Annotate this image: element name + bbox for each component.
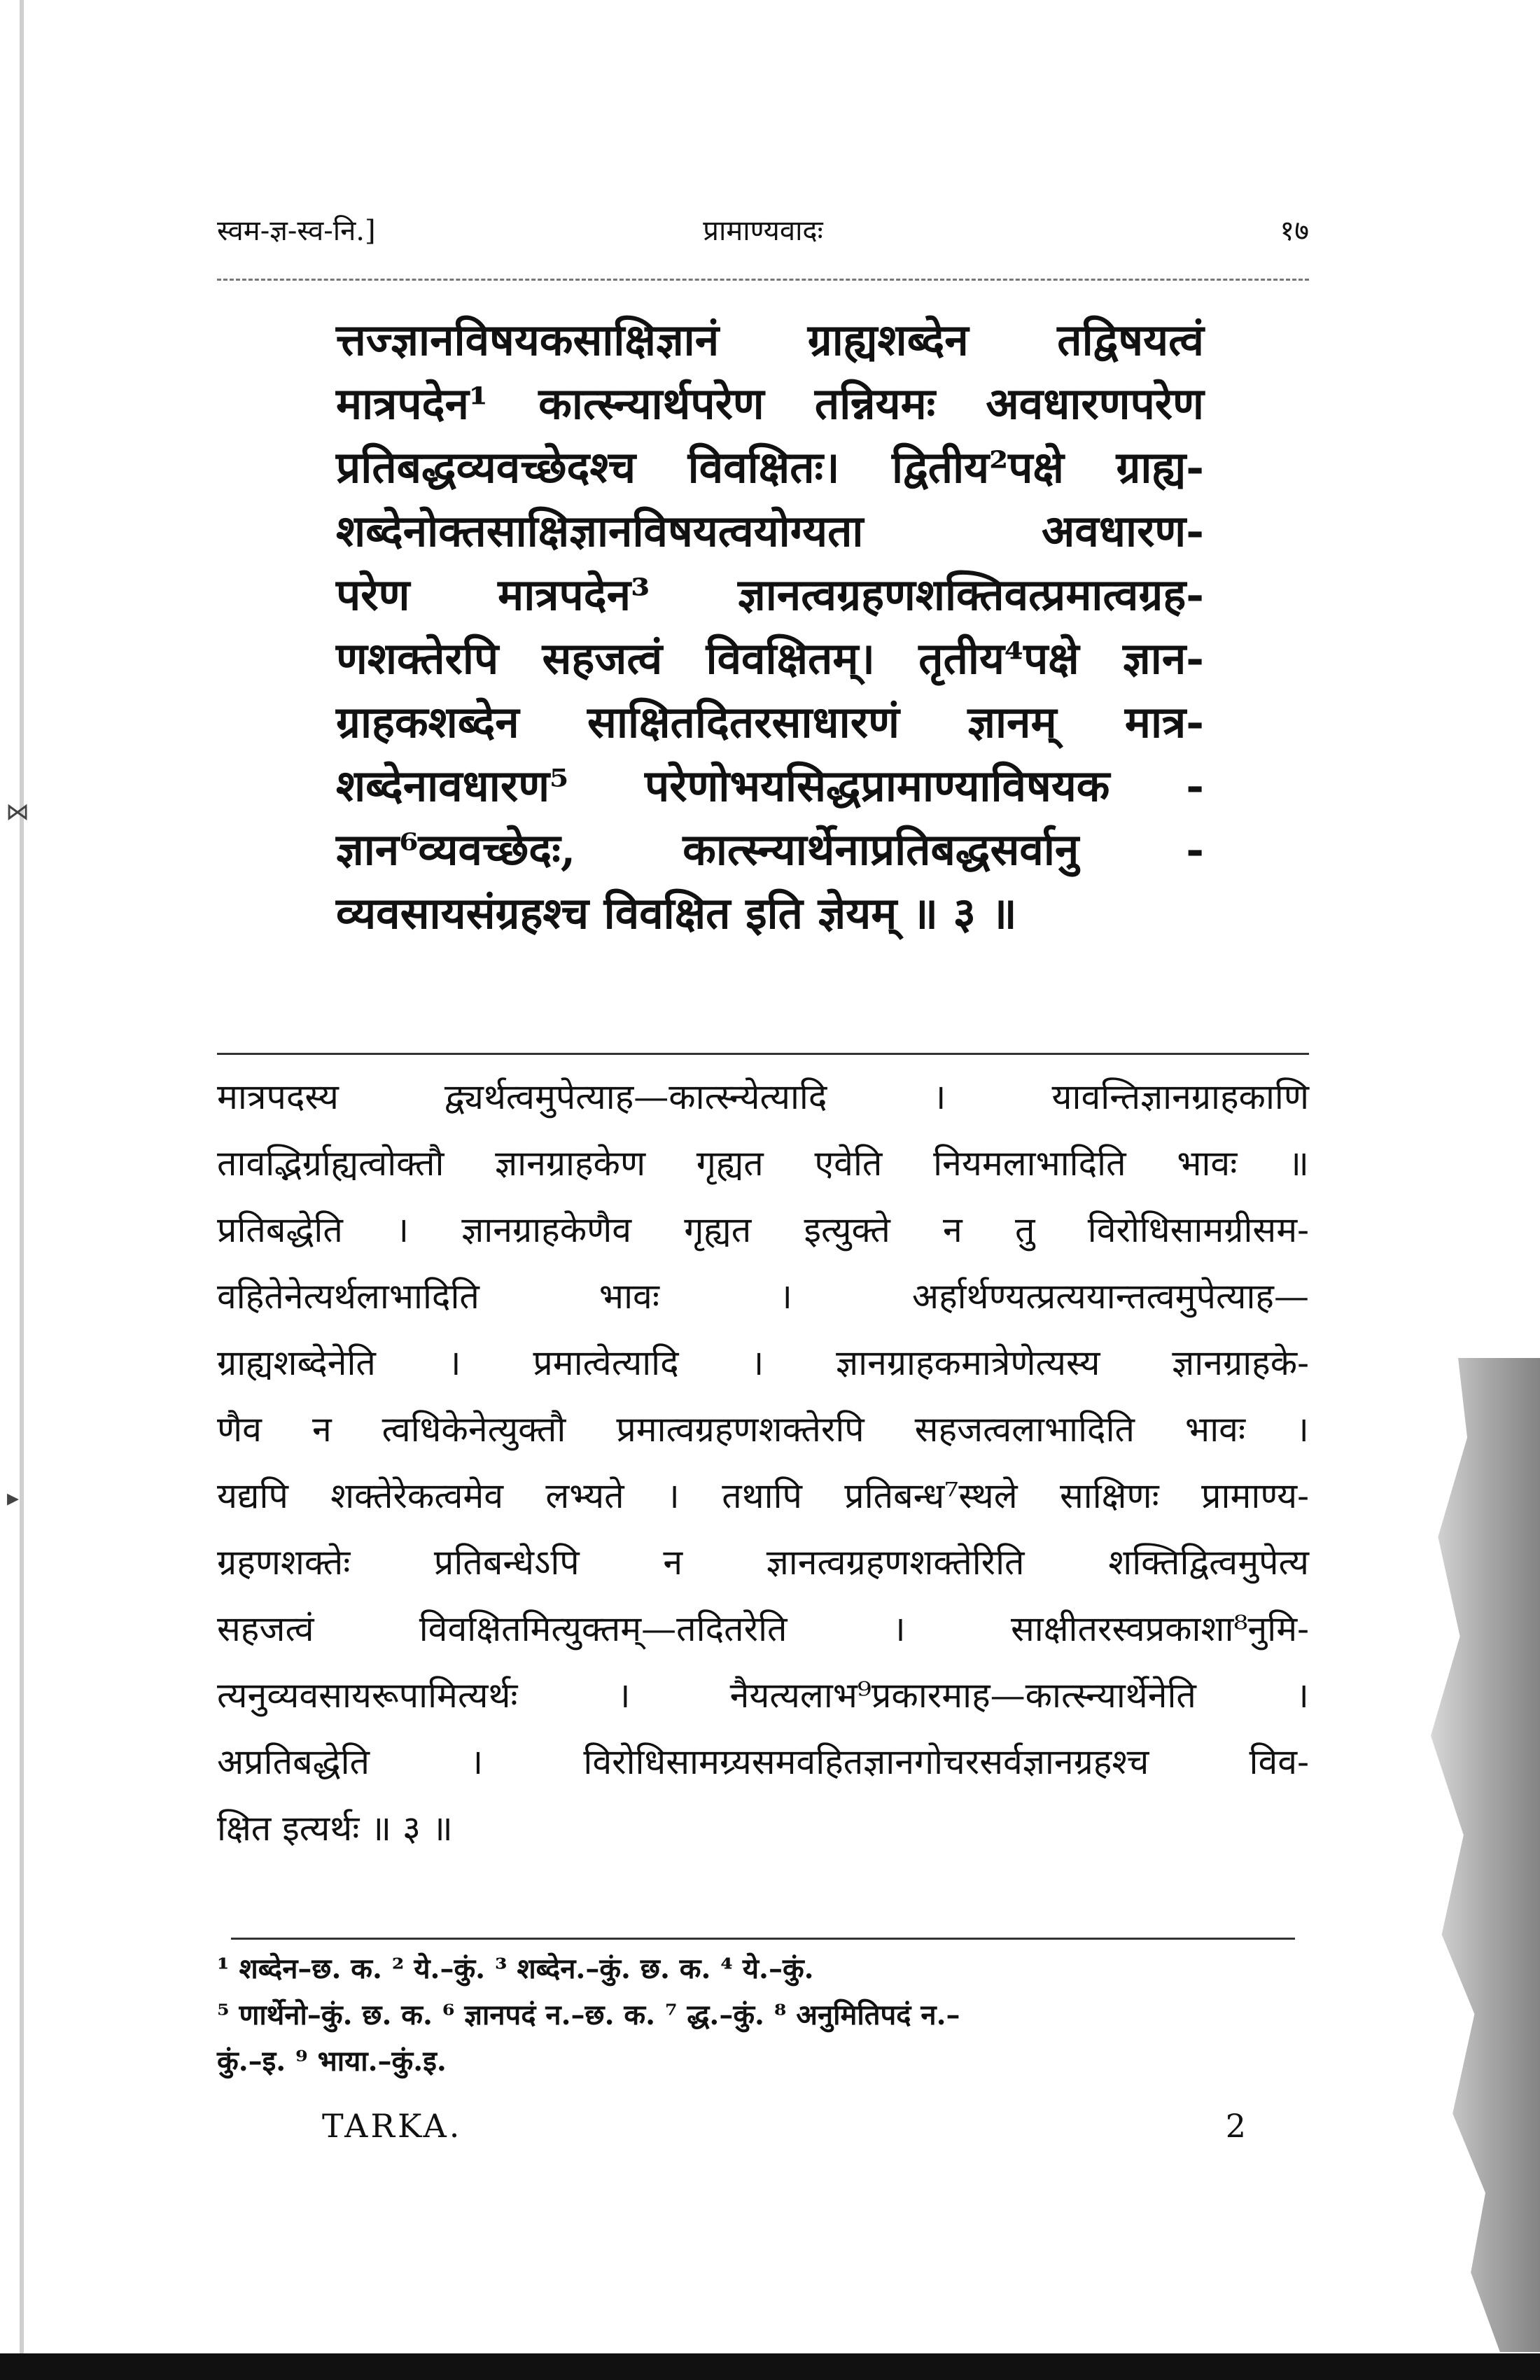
margin-arrow-icon: ▸ xyxy=(7,1484,20,1512)
commentary-line: प्रतिबद्धेति । ज्ञानग्राहकेणैव गृह्यत इत्युक्ते न तु विरोधिसामग्रीसम- xyxy=(217,1210,1309,1250)
running-header xyxy=(217,210,1309,252)
main-text-line: ज्ञान⁶व्यवच्छेदः, कात्स्न्यार्थेनाप्रतिबद्धसर्वानु - xyxy=(336,824,1204,875)
scan-bottom-band xyxy=(0,2353,1540,2380)
torn-page-edge xyxy=(1358,1358,1540,2352)
main-text-line: व्यवसायसंग्रहश्च विवक्षित इति ज्ञेयम् ॥ ३ ॥ xyxy=(336,888,1017,939)
commentary-line: णैव न त्वधिकेनेत्युक्तौ प्रमात्वग्रहणशक्तेरपि सहजत्वलाभादिति भावः । xyxy=(217,1409,1309,1450)
header-divider xyxy=(217,279,1309,281)
footnotes-block xyxy=(217,1946,1309,2085)
page-left-edge xyxy=(20,0,24,2380)
main-text-line: त्तज्ज्ञानविषयकसाक्षिज्ञानं ग्राह्यशब्देन तद्विषयत्वं xyxy=(336,314,1204,365)
sheet-number: 2 xyxy=(1225,2107,1246,2145)
footnote-line: ⁵ णार्थेनो–कुं. छ. क. ⁶ ज्ञानपदं न.–छ. क. ⁷ द्ध.–कुं. ⁸ अनुमितिपदं न.– xyxy=(217,1998,960,2031)
commentary-line: त्यनुव्यवसायरूपामित्यर्थः । नैयत्यलाभ⁹प्रकारमाह—कात्स्न्यार्थेनेति । xyxy=(217,1675,1309,1716)
commentary-line: यद्यपि शक्तेरेकत्वमेव लभ्यते । तथापि प्रतिबन्ध⁷स्थले साक्षिणः प्रामाण्य- xyxy=(217,1476,1309,1516)
commentary-block xyxy=(217,1064,1309,1862)
header-title: प्रामाण्यवादः xyxy=(703,215,823,247)
commentary-line: ग्राह्यशब्देनेति । प्रमात्वेत्यादि । ज्ञानग्राहकमात्रेणेत्यस्य ज्ञानग्राहके- xyxy=(217,1343,1309,1383)
main-text-line: णशक्तेरपि सहजत्वं विवक्षितम्। तृतीय⁴पक्षे ज्ञान- xyxy=(336,633,1204,684)
signature-mark: TARKA. xyxy=(322,2107,463,2145)
main-text-line: मात्रपदेन¹ कात्स्न्यार्थपरेण तन्नियमः अवधारणपरेण xyxy=(336,378,1204,429)
footnote-line: ¹ शब्देन–छ. क. ² ये.–कुं. ³ शब्देन.–कुं. छ. क. ⁴ ये.–कुं. xyxy=(217,1952,814,1985)
main-text-line: परेण मात्रपदेन³ ज्ञानत्वग्रहणशक्तिवत्प्रमात्वग्रह- xyxy=(336,569,1204,620)
footnote-line: कुं.–इ. ⁹ भाया.–कुं.इ. xyxy=(217,2045,447,2078)
main-text-line: शब्देनोक्तसाक्षिज्ञानविषयत्वयोग्यता अवधारण- xyxy=(336,505,1204,556)
commentary-line: अप्रतिबद्धेति । विरोधिसामग्र्यसमवहितज्ञानगोचरसर्वज्ञानग्रहश्च विव- xyxy=(217,1742,1309,1782)
main-text-line: शब्देनावधारण⁵ परेणोभयसिद्धप्रामाण्याविषयक - xyxy=(336,760,1204,811)
commentary-line: तावद्भिर्ग्राह्यत्वोक्तौ ज्ञानग्राहकेण गृह्यत एवेति नियमलाभादिति भावः ॥ xyxy=(217,1143,1309,1184)
page-footer xyxy=(322,2107,1246,2156)
margin-mark-icon: ⋈ xyxy=(6,798,29,826)
commentary-line: क्षित इत्यर्थः ॥ ३ ॥ xyxy=(217,1808,453,1849)
main-text-block xyxy=(336,308,1204,945)
main-text-line: प्रतिबद्धव्यवच्छेदश्च विवक्षितः। द्वितीय²पक्षे ग्राह्य- xyxy=(336,442,1204,493)
commentary-line: सहजत्वं विवक्षितमित्युक्तम्—तदितरेति । साक्षीतरस्वप्रकाशा⁸नुमि- xyxy=(217,1609,1309,1649)
footnote-divider xyxy=(231,1938,1295,1940)
header-page-number: १७ xyxy=(1280,215,1309,247)
commentary-divider xyxy=(217,1053,1309,1055)
commentary-line: मात्रपदस्य द्व्यर्थत्वमुपेत्याह—कात्स्न्येत्यादि । यावन्तिज्ञानग्राहकाणि xyxy=(217,1077,1309,1117)
main-text-line: ग्राहकशब्देन साक्षितदितरसाधारणं ज्ञानम् मात्र- xyxy=(336,696,1204,748)
commentary-line: वहितेनेत्यर्थलाभादिति भावः । अर्हार्थण्यत्प्रत्ययान्तत्वमुपेत्याह— xyxy=(217,1276,1309,1317)
commentary-line: ग्रहणशक्तेः प्रतिबन्धेऽपि न ज्ञानत्वग्रहणशक्तेरिति शक्तिद्वित्वमुपेत्य xyxy=(217,1542,1309,1583)
header-section-ref: स्वम-ज्ञ-स्व-नि.] xyxy=(217,215,376,247)
